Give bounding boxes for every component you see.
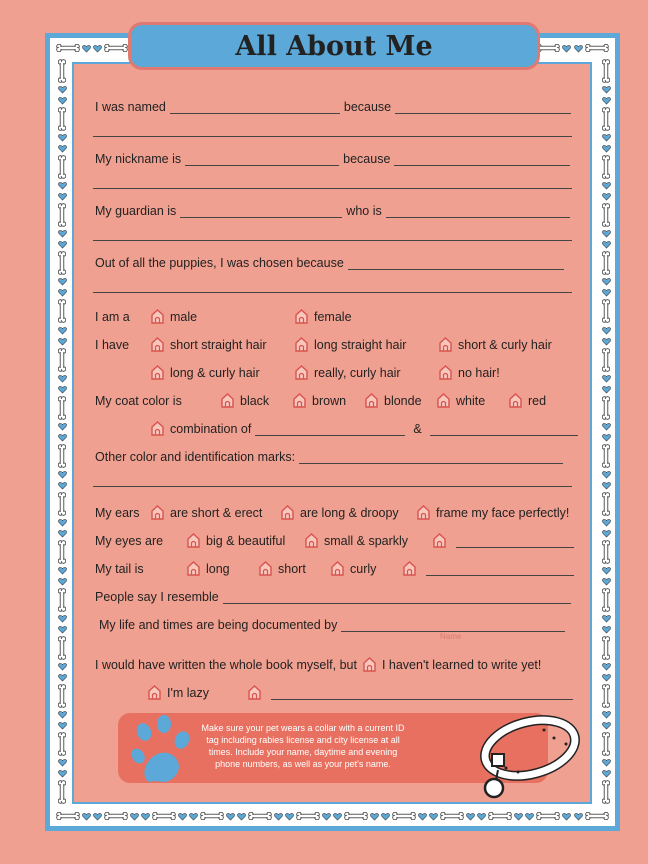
heart-icon: [562, 812, 571, 821]
other-field-2[interactable]: [93, 486, 572, 487]
guardian-label: My guardian is: [95, 204, 177, 218]
ihave-label: I have: [95, 338, 130, 352]
heart-icon: [58, 625, 67, 634]
doghouse-checkbox-icon[interactable]: [331, 561, 347, 576]
bone-icon: [58, 107, 66, 131]
row-coat-combo: [95, 418, 582, 436]
named-because-field[interactable]: [395, 100, 571, 114]
option-long-curly-hair[interactable]: long & curly hair: [151, 365, 295, 380]
bone-icon: [58, 636, 66, 660]
combo-field-2[interactable]: [430, 422, 578, 436]
paw-print-icon: [120, 708, 200, 788]
doghouse-checkbox-icon[interactable]: [151, 309, 167, 324]
title-banner: [128, 22, 540, 70]
heart-icon: [58, 192, 67, 201]
bone-icon: [248, 812, 272, 820]
doghouse-checkbox-icon[interactable]: [439, 365, 455, 380]
guardian-who-field-2[interactable]: [93, 240, 572, 241]
tail-label: My tail is: [95, 562, 144, 576]
doghouse-checkbox-icon[interactable]: [187, 533, 203, 548]
row-nickname: [95, 148, 574, 166]
bone-icon: [296, 812, 320, 820]
option-no-hair[interactable]: no hair!: [439, 365, 500, 380]
dog-collar-icon: [470, 708, 580, 803]
row-resemble: [95, 586, 575, 604]
book-label: I would have written the whole book myself, but: [95, 658, 357, 672]
bone-icon: [58, 299, 66, 323]
doghouse-checkbox-icon[interactable]: [151, 337, 167, 352]
option-eyes-small[interactable]: small & sparkly: [305, 533, 433, 548]
heart-icon: [418, 812, 427, 821]
tail-other-field[interactable]: [426, 562, 574, 576]
bone-icon: [58, 251, 66, 275]
row-coat: [95, 390, 546, 408]
bone-icon: [536, 812, 560, 820]
doghouse-checkbox-icon[interactable]: [151, 421, 167, 436]
heart-icon: [381, 812, 390, 821]
heart-icon: [58, 529, 67, 538]
bone-icon: [602, 59, 610, 83]
doghouse-checkbox-icon[interactable]: [305, 533, 321, 548]
combo-amp: &: [413, 422, 422, 436]
bone-icon: [602, 636, 610, 660]
bone-icon: [602, 492, 610, 516]
resemble-field[interactable]: [223, 590, 571, 604]
heart-icon: [58, 710, 67, 719]
bone-icon: [58, 203, 66, 227]
row-iam: [95, 306, 352, 324]
heart-icon: [602, 337, 611, 346]
option-not-learned[interactable]: I haven't learned to write yet!: [363, 657, 541, 672]
heart-icon: [602, 374, 611, 383]
option-red[interactable]: red: [509, 393, 546, 408]
page-title: All About Me: [235, 30, 433, 62]
guardian-who-label: who is: [346, 204, 382, 218]
heart-icon: [58, 240, 67, 249]
doghouse-checkbox-icon[interactable]: [433, 533, 449, 548]
bone-icon: [488, 812, 512, 820]
bone-icon: [602, 444, 610, 468]
heart-icon: [602, 566, 611, 575]
tip-text: Make sure your pet wears a collar with a current ID tag including rabies license and city license at all times. Include your name, daytime and evening phone numbers, as well as your pet's name.: [201, 723, 405, 769]
option-eyes-other[interactable]: [433, 533, 452, 548]
option-white[interactable]: white: [437, 393, 509, 408]
heart-icon: [602, 769, 611, 778]
heart-icon: [58, 96, 67, 105]
heart-icon: [602, 529, 611, 538]
heart-icon: [602, 470, 611, 479]
heart-icon: [58, 374, 67, 383]
documented-field[interactable]: [341, 618, 565, 632]
heart-icon: [58, 422, 67, 431]
doghouse-checkbox-icon[interactable]: [295, 365, 311, 380]
heart-icon: [602, 277, 611, 286]
heart-icon: [602, 518, 611, 527]
option-ears-short-erect[interactable]: are short & erect: [151, 505, 281, 520]
heart-icon: [58, 229, 67, 238]
bone-icon: [58, 59, 66, 83]
heart-icon: [429, 812, 438, 821]
heart-icon: [58, 181, 67, 190]
row-book-2: [148, 682, 577, 700]
bone-icon: [58, 540, 66, 564]
heart-icon: [274, 812, 283, 821]
option-tail-curly[interactable]: curly: [331, 561, 403, 576]
heart-icon: [58, 481, 67, 490]
option-combination[interactable]: combination of: [151, 421, 251, 436]
bone-icon: [104, 812, 128, 820]
bone-icon: [440, 812, 464, 820]
heart-icon: [514, 812, 523, 821]
doghouse-checkbox-icon[interactable]: [148, 685, 164, 700]
option-male[interactable]: male: [151, 309, 295, 324]
doghouse-checkbox-icon[interactable]: [403, 561, 419, 576]
bone-icon: [58, 444, 66, 468]
heart-icon: [602, 758, 611, 767]
bone-border-left: [52, 58, 72, 806]
other-label: Other color and identification marks:: [95, 450, 296, 464]
option-lazy[interactable]: I'm lazy: [148, 685, 248, 700]
doghouse-checkbox-icon[interactable]: [151, 505, 167, 520]
heart-icon: [602, 422, 611, 431]
nickname-because-label: because: [343, 152, 391, 166]
bone-icon: [602, 299, 610, 323]
bone-border-right: [596, 58, 616, 806]
heart-icon: [602, 721, 611, 730]
heart-icon: [58, 614, 67, 623]
resemble-label: People say I resemble: [95, 590, 219, 604]
nickname-label: My nickname is: [95, 152, 182, 166]
bone-icon: [58, 396, 66, 420]
heart-icon: [602, 673, 611, 682]
heart-icon: [178, 812, 187, 821]
bone-icon: [58, 348, 66, 372]
row-ihave-2: [95, 362, 500, 380]
chosen-field[interactable]: [348, 256, 564, 270]
heart-icon: [58, 673, 67, 682]
bone-icon: [585, 44, 609, 52]
bone-icon: [585, 812, 609, 820]
other-field[interactable]: [299, 450, 563, 464]
heart-icon: [602, 85, 611, 94]
guardian-field[interactable]: [180, 204, 342, 218]
heart-icon: [58, 518, 67, 527]
doghouse-checkbox-icon[interactable]: [439, 337, 455, 352]
heart-icon: [602, 288, 611, 297]
option-tail-short[interactable]: short: [259, 561, 331, 576]
option-ears-frame-face[interactable]: frame my face perfectly!: [417, 505, 569, 520]
heart-icon: [58, 133, 67, 142]
book-other-field[interactable]: [271, 686, 573, 700]
option-eyes-big[interactable]: big & beautiful: [187, 533, 305, 548]
bone-icon: [602, 348, 610, 372]
bone-icon: [602, 684, 610, 708]
heart-icon: [58, 758, 67, 767]
nickname-because-field[interactable]: [394, 152, 570, 166]
bone-icon: [200, 812, 224, 820]
documented-caption: Name: [440, 632, 462, 641]
coat-label: My coat color is: [95, 394, 182, 408]
doghouse-checkbox-icon[interactable]: [295, 309, 311, 324]
option-tail-long[interactable]: long: [187, 561, 259, 576]
heart-icon: [602, 240, 611, 249]
heart-icon: [602, 326, 611, 335]
bone-icon: [602, 540, 610, 564]
heart-icon: [574, 44, 583, 53]
documented-label: My life and times are being documented by: [99, 618, 338, 632]
doghouse-checkbox-icon[interactable]: [293, 393, 309, 408]
heart-icon: [602, 133, 611, 142]
bone-icon: [104, 44, 128, 52]
heart-icon: [58, 662, 67, 671]
heart-icon: [322, 812, 331, 821]
option-brown[interactable]: brown: [293, 393, 365, 408]
heart-icon: [58, 277, 67, 286]
doghouse-checkbox-icon[interactable]: [248, 685, 264, 700]
bone-icon: [58, 588, 66, 612]
heart-icon: [477, 812, 486, 821]
doghouse-checkbox-icon[interactable]: [365, 393, 381, 408]
bone-icon: [56, 812, 80, 820]
heart-icon: [82, 44, 91, 53]
heart-icon: [237, 812, 246, 821]
heart-icon: [58, 337, 67, 346]
bone-icon: [58, 684, 66, 708]
option-blonde[interactable]: blonde: [365, 393, 437, 408]
eyes-other-field[interactable]: [456, 534, 574, 548]
bone-icon: [602, 107, 610, 131]
heart-icon: [602, 710, 611, 719]
doghouse-checkbox-icon[interactable]: [221, 393, 237, 408]
option-long-straight-hair[interactable]: long straight hair: [295, 337, 439, 352]
heart-icon: [525, 812, 534, 821]
option-short-straight-hair[interactable]: short straight hair: [151, 337, 295, 352]
bone-icon: [602, 251, 610, 275]
heart-icon: [602, 577, 611, 586]
bone-icon: [602, 203, 610, 227]
chosen-label: Out of all the puppies, I was chosen because: [95, 256, 344, 270]
heart-icon: [58, 470, 67, 479]
heart-icon: [602, 192, 611, 201]
option-tail-other[interactable]: [403, 561, 422, 576]
heart-icon: [466, 812, 475, 821]
heart-icon: [602, 625, 611, 634]
heart-icon: [58, 85, 67, 94]
heart-icon: [58, 721, 67, 730]
option-female[interactable]: female: [295, 309, 352, 324]
heart-icon: [58, 577, 67, 586]
bone-icon: [56, 44, 80, 52]
nickname-because-field-2[interactable]: [93, 188, 572, 189]
heart-icon: [602, 614, 611, 623]
iam-label: I am a: [95, 310, 130, 324]
heart-icon: [602, 229, 611, 238]
bone-icon: [344, 812, 368, 820]
combo-field-1[interactable]: [255, 422, 405, 436]
bone-icon: [58, 155, 66, 179]
bone-icon: [58, 732, 66, 756]
heart-icon: [58, 288, 67, 297]
doghouse-checkbox-icon[interactable]: [509, 393, 525, 408]
heart-icon: [285, 812, 294, 821]
bone-border-bottom: [55, 806, 610, 826]
heart-icon: [58, 769, 67, 778]
heart-icon: [602, 481, 611, 490]
named-because-field-2[interactable]: [93, 136, 572, 137]
doghouse-checkbox-icon[interactable]: [151, 365, 167, 380]
heart-icon: [370, 812, 379, 821]
heart-icon: [58, 433, 67, 442]
row-other: [95, 446, 567, 464]
doghouse-checkbox-icon[interactable]: [363, 657, 379, 672]
row-book: [95, 654, 541, 672]
row-ihave: [95, 334, 552, 352]
bone-icon: [602, 396, 610, 420]
bone-icon: [602, 155, 610, 179]
heart-icon: [58, 385, 67, 394]
row-eyes: [95, 530, 578, 548]
bone-icon: [58, 780, 66, 804]
heart-icon: [93, 44, 102, 53]
named-field[interactable]: [170, 100, 340, 114]
heart-icon: [333, 812, 342, 821]
option-short-curly-hair[interactable]: short & curly hair: [439, 337, 552, 352]
doghouse-checkbox-icon[interactable]: [295, 337, 311, 352]
heart-icon: [141, 812, 150, 821]
doghouse-checkbox-icon[interactable]: [417, 505, 433, 520]
named-because-label: because: [343, 100, 392, 114]
bone-icon: [602, 732, 610, 756]
heart-icon: [602, 181, 611, 190]
ears-label: My ears: [95, 506, 140, 520]
heart-icon: [130, 812, 139, 821]
heart-icon: [602, 662, 611, 671]
doghouse-checkbox-icon[interactable]: [281, 505, 297, 520]
bone-icon: [392, 812, 416, 820]
row-named: [95, 96, 575, 114]
heart-icon: [82, 812, 91, 821]
heart-icon: [189, 812, 198, 821]
heart-icon: [226, 812, 235, 821]
heart-icon: [602, 96, 611, 105]
bone-icon: [602, 588, 610, 612]
heart-icon: [574, 812, 583, 821]
row-ears: [95, 502, 569, 520]
row-documented: [99, 614, 569, 632]
doghouse-checkbox-icon[interactable]: [259, 561, 275, 576]
heart-icon: [58, 144, 67, 153]
row-guardian: [95, 200, 574, 218]
option-really-curly-hair[interactable]: really, curly hair: [295, 365, 439, 380]
heart-icon: [602, 144, 611, 153]
guardian-who-field[interactable]: [386, 204, 570, 218]
row-chosen: [95, 252, 568, 270]
chosen-field-2[interactable]: [93, 292, 572, 293]
option-book-other[interactable]: [248, 685, 267, 700]
doghouse-checkbox-icon[interactable]: [187, 561, 203, 576]
option-black[interactable]: black: [221, 393, 293, 408]
option-ears-long-droopy[interactable]: are long & droopy: [281, 505, 417, 520]
eyes-label: My eyes are: [95, 534, 164, 548]
heart-icon: [93, 812, 102, 821]
nickname-field[interactable]: [185, 152, 339, 166]
bone-icon: [152, 812, 176, 820]
heart-icon: [602, 433, 611, 442]
heart-icon: [58, 326, 67, 335]
bone-icon: [602, 780, 610, 804]
doghouse-checkbox-icon[interactable]: [437, 393, 453, 408]
row-tail: [95, 558, 578, 576]
bone-icon: [536, 44, 560, 52]
heart-icon: [58, 566, 67, 575]
named-label: I was named: [95, 100, 166, 114]
heart-icon: [602, 385, 611, 394]
heart-icon: [562, 44, 571, 53]
bone-icon: [58, 492, 66, 516]
